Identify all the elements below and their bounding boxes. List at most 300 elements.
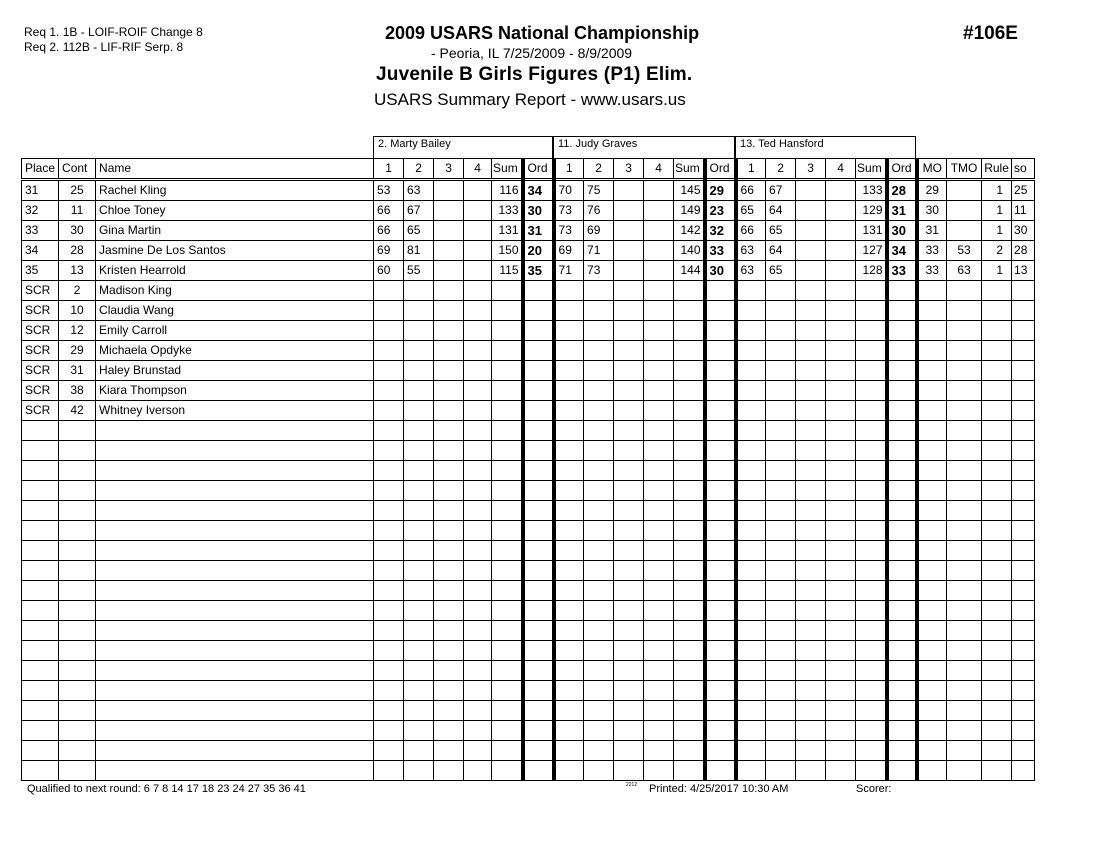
col-j3-3: 3	[796, 159, 826, 180]
cont-cell	[59, 621, 96, 641]
judge-2-score-4-cell	[644, 601, 674, 621]
judge-1-ord-cell	[523, 701, 554, 721]
col-cont: Cont	[59, 159, 96, 180]
empty-row	[22, 581, 1035, 601]
col-j3-1: 1	[736, 159, 766, 180]
judge-1-score-3-cell	[434, 741, 464, 761]
judge-3-score-4-cell	[826, 761, 856, 781]
judge-2-sum-cell	[674, 541, 705, 561]
name-cell	[96, 521, 374, 541]
judge-1-sum-cell	[492, 601, 523, 621]
judge-1-score-3-cell	[434, 581, 464, 601]
judge-3-score-1-cell	[736, 761, 766, 781]
mo-cell	[917, 521, 947, 541]
judge-2-score-1-cell	[554, 501, 584, 521]
rule-cell	[982, 581, 1012, 601]
so-cell	[1012, 361, 1035, 381]
judge-3-sum-cell	[856, 321, 887, 341]
judge-1-ord-cell	[523, 761, 554, 781]
judge-3-score-3-cell	[796, 281, 826, 301]
judge-2-score-1-cell	[554, 341, 584, 361]
judge-1-score-4-cell	[464, 741, 492, 761]
judge-2-score-1-cell	[554, 441, 584, 461]
judge-3-score-3-cell	[796, 681, 826, 701]
judge-3-score-2-cell	[766, 541, 796, 561]
judge-3-score-4-cell	[826, 741, 856, 761]
judge-2-score-3-cell	[614, 401, 644, 421]
judge-2-ord-cell	[705, 681, 736, 701]
judge-3-score-1-cell: 63	[736, 241, 766, 261]
rule-cell	[982, 721, 1012, 741]
judge-3-sum-cell	[856, 761, 887, 781]
col-j2-sum: Sum	[674, 159, 705, 180]
tmo-cell	[947, 741, 982, 761]
judge-3-score-4-cell	[826, 481, 856, 501]
judge-3-score-4-cell	[826, 601, 856, 621]
judge-2-sum-cell	[674, 401, 705, 421]
judge-1-score-4-cell	[464, 581, 492, 601]
place-cell	[22, 441, 59, 461]
judge-1-score-3-cell	[434, 281, 464, 301]
name-cell: Haley Brunstad	[96, 361, 374, 381]
judge-2-score-4-cell	[644, 421, 674, 441]
judge-3-score-2-cell: 65	[766, 261, 796, 281]
judge-2-sum-cell	[674, 601, 705, 621]
judge-1-score-1-cell	[374, 521, 404, 541]
judge-1-score-4-cell	[464, 761, 492, 781]
name-cell: Kristen Hearrold	[96, 261, 374, 281]
judge-2-ord-cell: 32	[705, 221, 736, 241]
judge-3-ord-cell	[887, 541, 917, 561]
judge-3-score-4-cell	[826, 241, 856, 261]
judge-3-score-3-cell	[796, 521, 826, 541]
judge-2-score-3-cell	[614, 381, 644, 401]
judge-2-score-2-cell	[584, 281, 614, 301]
col-j1-3: 3	[434, 159, 464, 180]
tmo-cell	[947, 601, 982, 621]
judge-2-score-3-cell	[614, 281, 644, 301]
judge-2-score-2-cell	[584, 401, 614, 421]
judge-1-score-2-cell	[404, 301, 434, 321]
judge-3-score-1-cell	[736, 401, 766, 421]
judge-3-score-1-cell	[736, 721, 766, 741]
judge-1-ord-cell	[523, 621, 554, 641]
place-cell: SCR	[22, 301, 59, 321]
judge-2-sum-cell	[674, 301, 705, 321]
mo-cell	[917, 501, 947, 521]
judge-1-score-1-cell	[374, 281, 404, 301]
judge-2-sum-cell	[674, 441, 705, 461]
results-table	[21, 158, 1035, 781]
judge-2-score-1-cell	[554, 661, 584, 681]
judge-3-score-2-cell	[766, 461, 796, 481]
judge-1-sum-cell	[492, 701, 523, 721]
mo-cell	[917, 601, 947, 621]
judge-3-score-3-cell	[796, 221, 826, 241]
judge-3-score-2-cell: 64	[766, 241, 796, 261]
judge-3-score-1-cell: 65	[736, 201, 766, 221]
judge-2-ord-cell: 23	[705, 201, 736, 221]
place-cell	[22, 421, 59, 441]
judge-3-score-3-cell	[796, 761, 826, 781]
table-row	[22, 261, 1035, 281]
judge-2-score-4-cell	[644, 281, 674, 301]
judge-3-score-3-cell	[796, 621, 826, 641]
judge-2-score-4-cell	[644, 561, 674, 581]
rule-cell: 1	[982, 180, 1012, 201]
cont-cell: 31	[59, 361, 96, 381]
rule-cell	[982, 501, 1012, 521]
judge-3-score-3-cell	[796, 541, 826, 561]
judge-2-ord-cell	[705, 701, 736, 721]
judge-1-score-2-cell	[404, 361, 434, 381]
judge-3-score-2-cell	[766, 501, 796, 521]
judge-1-ord-cell	[523, 361, 554, 381]
empty-row	[22, 541, 1035, 561]
judge-2-score-4-cell	[644, 741, 674, 761]
judge-1-score-3-cell	[434, 461, 464, 481]
place-cell: 32	[22, 201, 59, 221]
judge-2-score-2-cell	[584, 661, 614, 681]
judge-2-ord-cell	[705, 761, 736, 781]
judge-2-score-3-cell	[614, 301, 644, 321]
place-cell: SCR	[22, 281, 59, 301]
judge-3-score-4-cell	[826, 701, 856, 721]
table-row	[22, 241, 1035, 261]
so-cell	[1012, 541, 1035, 561]
so-cell	[1012, 381, 1035, 401]
so-cell	[1012, 741, 1035, 761]
judge-2-ord-cell	[705, 321, 736, 341]
judge-2-score-3-cell	[614, 461, 644, 481]
judge-1-sum-cell	[492, 461, 523, 481]
judge-2-ord-cell	[705, 601, 736, 621]
judge-1-score-1-cell	[374, 601, 404, 621]
col-j3-ord: Ord	[887, 159, 917, 180]
place-cell	[22, 501, 59, 521]
judge-2-score-4-cell	[644, 381, 674, 401]
empty-row	[22, 621, 1035, 641]
judge-3-score-4-cell	[826, 541, 856, 561]
judge-3-sum-cell	[856, 521, 887, 541]
name-cell: Whitney Iverson	[96, 401, 374, 421]
name-cell	[96, 581, 374, 601]
empty-row	[22, 461, 1035, 481]
judge-2-score-1-cell	[554, 461, 584, 481]
judge-3-ord-cell	[887, 341, 917, 361]
judge-3-score-1-cell	[736, 541, 766, 561]
so-cell	[1012, 341, 1035, 361]
judge-3-sum-cell	[856, 581, 887, 601]
judge-2-sum-cell: 144	[674, 261, 705, 281]
judge-2-score-2-cell	[584, 301, 614, 321]
rule-cell	[982, 381, 1012, 401]
empty-row	[22, 721, 1035, 741]
tmo-cell	[947, 581, 982, 601]
judge-1-score-2-cell	[404, 641, 434, 661]
judge-3-score-4-cell	[826, 461, 856, 481]
judge-header-2: 11. Judy Graves	[553, 136, 735, 158]
judge-3-sum-cell	[856, 661, 887, 681]
judge-1-score-4-cell	[464, 621, 492, 641]
judge-2-sum-cell	[674, 661, 705, 681]
judge-2-score-2-cell	[584, 721, 614, 741]
printed-timestamp: Printed: 4/25/2017 10:30 AM	[649, 783, 789, 795]
judge-1-score-3-cell	[434, 681, 464, 701]
judge-1-score-1-cell: 66	[374, 201, 404, 221]
judge-1-score-4-cell	[464, 361, 492, 381]
judge-2-sum-cell	[674, 681, 705, 701]
judge-3-score-3-cell	[796, 581, 826, 601]
col-j2-4: 4	[644, 159, 674, 180]
judge-3-ord-cell: 30	[887, 221, 917, 241]
judge-3-score-3-cell	[796, 341, 826, 361]
judge-1-score-1-cell	[374, 421, 404, 441]
judge-1-score-2-cell	[404, 501, 434, 521]
judge-2-score-2-cell: 73	[584, 261, 614, 281]
judge-1-sum-cell	[492, 641, 523, 661]
judge-2-score-1-cell	[554, 281, 584, 301]
judge-1-score-4-cell	[464, 661, 492, 681]
judge-1-ord-cell: 30	[523, 201, 554, 221]
place-cell	[22, 701, 59, 721]
table-row	[22, 221, 1035, 241]
judge-2-score-1-cell	[554, 481, 584, 501]
judge-1-score-2-cell	[404, 321, 434, 341]
tmo-cell	[947, 221, 982, 241]
col-j2-2: 2	[584, 159, 614, 180]
judge-2-sum-cell: 142	[674, 221, 705, 241]
cont-cell	[59, 541, 96, 561]
judge-1-ord-cell: 20	[523, 241, 554, 261]
judge-1-score-4-cell	[464, 221, 492, 241]
mo-cell: 33	[917, 241, 947, 261]
so-cell	[1012, 701, 1035, 721]
judge-2-sum-cell: 145	[674, 180, 705, 201]
judge-1-score-1-cell	[374, 301, 404, 321]
judge-2-score-4-cell	[644, 321, 674, 341]
judge-1-score-3-cell	[434, 381, 464, 401]
judge-3-score-1-cell	[736, 741, 766, 761]
judge-1-score-3-cell	[434, 180, 464, 201]
judge-2-ord-cell	[705, 381, 736, 401]
judge-1-score-4-cell	[464, 421, 492, 441]
judge-3-score-1-cell	[736, 501, 766, 521]
name-cell: Rachel Kling	[96, 180, 374, 201]
judge-2-score-4-cell	[644, 641, 674, 661]
judge-3-score-1-cell	[736, 661, 766, 681]
judge-3-score-2-cell	[766, 301, 796, 321]
judge-1-score-4-cell	[464, 481, 492, 501]
cont-cell	[59, 481, 96, 501]
mo-cell	[917, 681, 947, 701]
judge-3-score-2-cell	[766, 341, 796, 361]
judge-2-sum-cell	[674, 581, 705, 601]
judge-1-score-3-cell	[434, 401, 464, 421]
judge-3-score-4-cell	[826, 661, 856, 681]
tmo-cell	[947, 761, 982, 781]
col-j3-4: 4	[826, 159, 856, 180]
table-row	[22, 301, 1035, 321]
judge-1-score-4-cell	[464, 281, 492, 301]
judge-1-ord-cell	[523, 441, 554, 461]
judge-2-ord-cell	[705, 581, 736, 601]
judge-3-sum-cell	[856, 541, 887, 561]
judge-1-sum-cell	[492, 501, 523, 521]
judge-2-sum-cell	[674, 281, 705, 301]
tmo-cell	[947, 621, 982, 641]
table-row	[22, 321, 1035, 341]
judge-2-ord-cell	[705, 741, 736, 761]
judge-1-sum-cell	[492, 741, 523, 761]
judge-1-score-3-cell	[434, 221, 464, 241]
so-cell	[1012, 681, 1035, 701]
judge-3-score-3-cell	[796, 241, 826, 261]
mo-cell	[917, 381, 947, 401]
judge-3-score-1-cell	[736, 521, 766, 541]
judge-2-sum-cell	[674, 501, 705, 521]
judge-2-score-3-cell	[614, 761, 644, 781]
judge-1-ord-cell	[523, 481, 554, 501]
judge-1-score-2-cell	[404, 521, 434, 541]
mo-cell	[917, 641, 947, 661]
judge-1-sum-cell	[492, 401, 523, 421]
rule-cell	[982, 461, 1012, 481]
judge-1-score-3-cell	[434, 241, 464, 261]
judge-3-ord-cell	[887, 601, 917, 621]
judge-2-score-4-cell	[644, 761, 674, 781]
requirement-2: Req 2. 112B - LIF-RIF Serp. 8	[24, 40, 184, 54]
judge-3-score-1-cell	[736, 441, 766, 461]
judge-1-sum-cell	[492, 281, 523, 301]
judge-1-score-3-cell	[434, 641, 464, 661]
place-cell	[22, 601, 59, 621]
judge-2-ord-cell	[705, 421, 736, 441]
judge-2-score-4-cell	[644, 361, 674, 381]
cont-cell: 13	[59, 261, 96, 281]
mo-cell: 30	[917, 201, 947, 221]
tmo-cell	[947, 701, 982, 721]
place-cell	[22, 661, 59, 681]
empty-row	[22, 561, 1035, 581]
judge-1-score-4-cell	[464, 401, 492, 421]
judge-2-score-1-cell: 69	[554, 241, 584, 261]
judge-1-sum-cell	[492, 761, 523, 781]
judge-3-ord-cell	[887, 661, 917, 681]
name-cell	[96, 621, 374, 641]
judge-2-score-4-cell	[644, 301, 674, 321]
judge-3-score-3-cell	[796, 441, 826, 461]
judge-1-score-3-cell	[434, 501, 464, 521]
judge-1-score-4-cell	[464, 381, 492, 401]
tmo-cell	[947, 641, 982, 661]
table-row	[22, 281, 1035, 301]
judge-1-score-1-cell	[374, 321, 404, 341]
judge-3-score-1-cell	[736, 561, 766, 581]
judge-3-sum-cell	[856, 381, 887, 401]
judge-1-score-2-cell	[404, 701, 434, 721]
rule-cell	[982, 761, 1012, 781]
judge-1-score-2-cell	[404, 621, 434, 641]
place-cell	[22, 741, 59, 761]
judge-2-score-1-cell	[554, 421, 584, 441]
event-code: #106E	[963, 23, 1018, 44]
judge-3-score-2-cell	[766, 741, 796, 761]
empty-row	[22, 481, 1035, 501]
judge-3-score-2-cell	[766, 601, 796, 621]
judge-3-score-1-cell: 66	[736, 221, 766, 241]
judge-3-score-3-cell	[796, 401, 826, 421]
judge-2-score-3-cell	[614, 321, 644, 341]
mo-cell: 33	[917, 261, 947, 281]
judge-1-score-1-cell	[374, 481, 404, 501]
judge-3-ord-cell	[887, 441, 917, 461]
judge-3-score-2-cell	[766, 661, 796, 681]
judge-3-ord-cell	[887, 501, 917, 521]
judge-2-ord-cell	[705, 361, 736, 381]
judge-3-score-4-cell	[826, 381, 856, 401]
judge-2-score-4-cell	[644, 481, 674, 501]
judge-1-score-2-cell	[404, 581, 434, 601]
judge-3-score-3-cell	[796, 180, 826, 201]
judge-1-score-2-cell: 65	[404, 221, 434, 241]
judge-1-score-1-cell	[374, 681, 404, 701]
place-cell: SCR	[22, 401, 59, 421]
judge-3-score-4-cell	[826, 221, 856, 241]
rule-cell	[982, 301, 1012, 321]
judge-1-score-1-cell: 66	[374, 221, 404, 241]
mo-cell	[917, 321, 947, 341]
judge-1-score-1-cell: 53	[374, 180, 404, 201]
tmo-cell	[947, 301, 982, 321]
judge-2-ord-cell	[705, 481, 736, 501]
judge-3-ord-cell: 34	[887, 241, 917, 261]
name-cell	[96, 681, 374, 701]
judge-2-score-2-cell: 75	[584, 180, 614, 201]
judge-2-score-3-cell	[614, 581, 644, 601]
tmo-cell	[947, 461, 982, 481]
name-cell	[96, 481, 374, 501]
qualified-list: Qualified to next round: 6 7 8 14 17 18 23 24 27 35 36 41	[27, 783, 306, 795]
judge-3-score-2-cell	[766, 361, 796, 381]
judge-3-ord-cell	[887, 281, 917, 301]
judge-2-score-2-cell	[584, 681, 614, 701]
judge-1-score-1-cell	[374, 401, 404, 421]
judge-1-ord-cell	[523, 601, 554, 621]
judge-2-sum-cell	[674, 461, 705, 481]
col-j3-sum: Sum	[856, 159, 887, 180]
table-row	[22, 401, 1035, 421]
judge-2-score-3-cell	[614, 641, 644, 661]
judge-3-score-1-cell: 63	[736, 261, 766, 281]
judge-1-score-4-cell	[464, 301, 492, 321]
judge-1-score-3-cell	[434, 761, 464, 781]
name-cell	[96, 441, 374, 461]
judge-2-ord-cell	[705, 641, 736, 661]
tmo-cell: 63	[947, 261, 982, 281]
judge-2-score-3-cell	[614, 681, 644, 701]
empty-row	[22, 641, 1035, 661]
name-cell	[96, 541, 374, 561]
judge-2-score-3-cell	[614, 341, 644, 361]
judge-1-score-4-cell	[464, 501, 492, 521]
judge-3-score-2-cell	[766, 481, 796, 501]
judge-1-score-3-cell	[434, 321, 464, 341]
judge-2-score-1-cell	[554, 721, 584, 741]
judge-2-score-2-cell	[584, 441, 614, 461]
rule-cell	[982, 321, 1012, 341]
judge-3-score-1-cell	[736, 581, 766, 601]
